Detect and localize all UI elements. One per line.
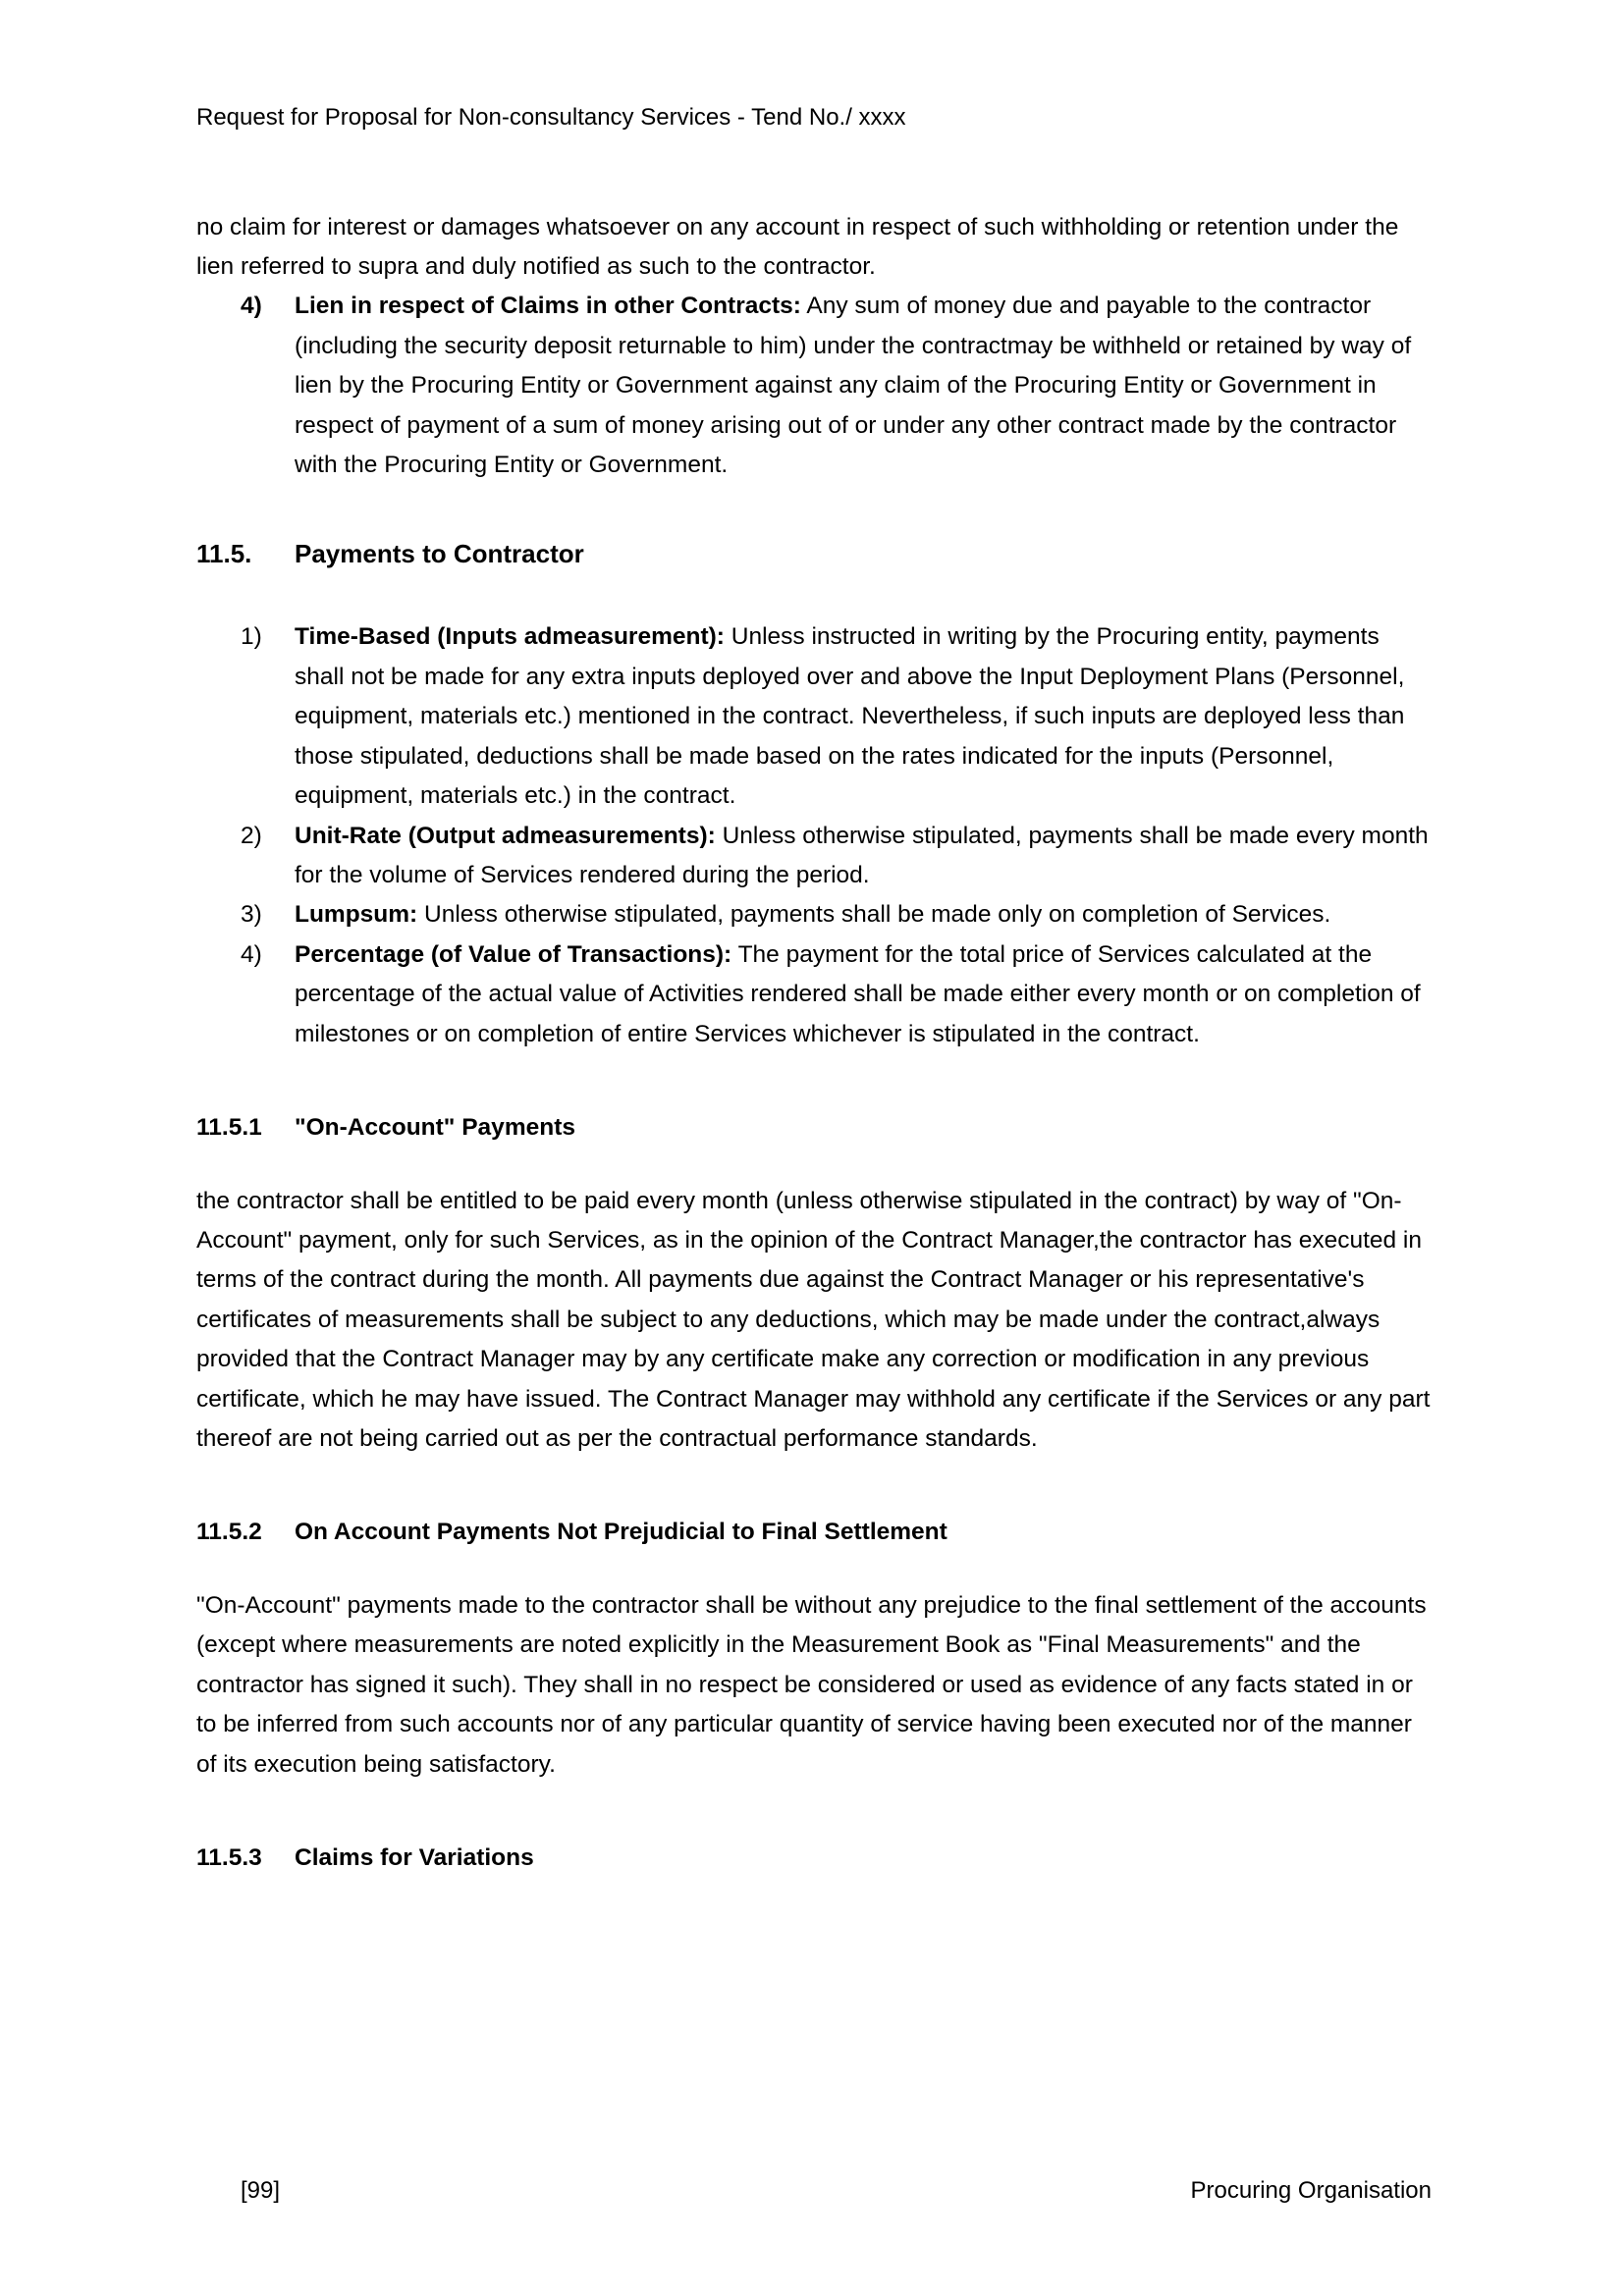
section-number: 11.5. bbox=[196, 538, 252, 568]
section-title: Payments to Contractor bbox=[295, 538, 584, 568]
list-item-lead: Unit-Rate (Output admeasurements): bbox=[295, 822, 716, 849]
list-item-lead: Lumpsum: bbox=[295, 901, 418, 929]
page-header bbox=[196, 98, 1432, 137]
page-number: [99] bbox=[241, 2177, 281, 2204]
sub-heading-not-prejudicial bbox=[196, 1513, 1432, 1552]
sub-heading-title: "On-Account" Payments bbox=[295, 1114, 575, 1142]
sub-heading-on-account-payments bbox=[196, 1108, 1432, 1148]
sub-heading-number: 11.5.1 bbox=[196, 1114, 262, 1142]
list-item-body: Any sum of money due and payable to the contractor (including the security deposit returnable to him) under the contractmay be withheld or retained by way of lien by the Procuring Entity or Government against any claim of the Procuring Entity or Government in respect of payment of a sum of money arising out of or under any other contract made by the contractor with the Procuring Entity or Government. bbox=[295, 293, 1412, 479]
list-item-text bbox=[295, 895, 1432, 934]
continuation-paragraph: no claim for interest or damages whatsoever on any account in respect of such withholding or retention under the lien referred to supra and duly notified as such to the contractor. bbox=[196, 213, 1399, 281]
list-item-number: 4) bbox=[241, 940, 262, 968]
section-heading-payments-to-contractor bbox=[196, 533, 1432, 575]
page-footer bbox=[196, 2171, 1432, 2211]
list-item-lead: Percentage (of Value of Transactions): bbox=[295, 940, 732, 968]
list-item-lien-claims bbox=[196, 287, 1432, 485]
list-item-lumpsum bbox=[196, 895, 1432, 934]
paragraph-on-account-payments: the contractor shall be entitled to be paid every month (unless otherwise stipulated in the contract) by way of "On-Account" payment, only for such Services, as in the opinion of the Contract Manager,the contractor has executed in terms of the contract during the month. All payments due against the Contract Manager or his representative's certificates of measurements shall be subject to any deductions, which may be made under the contract,always provided that the Contract Manager may by any certificate make any correction or modification in any previous certificate, which he may have issued. The Contract Manager may withhold any certificate if the Services or any part thereof are not being carried out as per the contractual performance standards. bbox=[196, 1187, 1431, 1453]
header-title: Request for Proposal for Non-consultancy Services - Tend No./ xxxx bbox=[196, 104, 906, 131]
list-item-time-based bbox=[196, 617, 1432, 816]
sub-heading-title: Claims for Variations bbox=[295, 1843, 534, 1871]
list-item-body: Unless otherwise stipulated, payments shall be made only on completion of Services. bbox=[417, 901, 1331, 929]
list-item-percentage bbox=[196, 935, 1432, 1054]
list-item-lead: Time-Based (Inputs admeasurement): bbox=[295, 623, 725, 651]
list-item-text bbox=[295, 287, 1432, 485]
paragraph-not-prejudicial: "On-Account" payments made to the contractor shall be without any prejudice to the final settlement of the accounts (except where measurements are noted explicitly in the Measurement Book as "Final Measurements" and the contractor has signed it such). They shall in no respect be considered or used as evidence of any facts stated in or to be inferred from such accounts nor of any particular quantity of service having been executed nor of the manner of its execution being satisfactory. bbox=[196, 1591, 1427, 1778]
list-item-text bbox=[295, 817, 1432, 896]
list-item-number: 2) bbox=[241, 822, 262, 849]
list-item-body: The payment for the total price of Services calculated at the percentage of the actual value of Activities rendered shall be made either every month or on completion of milestones or on completion of entire Services whichever is stipulated in the contract. bbox=[295, 940, 1421, 1047]
sub-heading-claims-for-variations bbox=[196, 1839, 1432, 1878]
list-item-number: 1) bbox=[241, 623, 262, 651]
list-item-body: Unless otherwise stipulated, payments shall be made every month for the volume of Services rendered during the period. bbox=[295, 822, 1429, 888]
sub-heading-title: On Account Payments Not Prejudicial to Final Settlement bbox=[295, 1519, 947, 1546]
footer-organisation: Procuring Organisation bbox=[1190, 2177, 1432, 2204]
list-item-number: 3) bbox=[241, 901, 262, 929]
list-item-lead: Lien in respect of Claims in other Contracts: bbox=[295, 293, 801, 320]
sub-heading-number: 11.5.3 bbox=[196, 1843, 262, 1871]
list-item-text bbox=[295, 935, 1432, 1054]
list-item-number: 4) bbox=[241, 293, 262, 320]
list-item-unit-rate bbox=[196, 817, 1432, 896]
sub-heading-number: 11.5.2 bbox=[196, 1519, 262, 1546]
list-item-text bbox=[295, 617, 1432, 816]
list-item-body: Unless instructed in writing by the Procuring entity, payments shall not be made for any extra inputs deployed over and above the Input Deployment Plans (Personnel, equipment, materials etc.) mentioned in the contract. Nevertheless, if such inputs are deployed less than those stipulated, deductions shall be made based on the rates indicated for the inputs (Personnel, equipment, materials etc.) in the contract. bbox=[295, 623, 1405, 810]
